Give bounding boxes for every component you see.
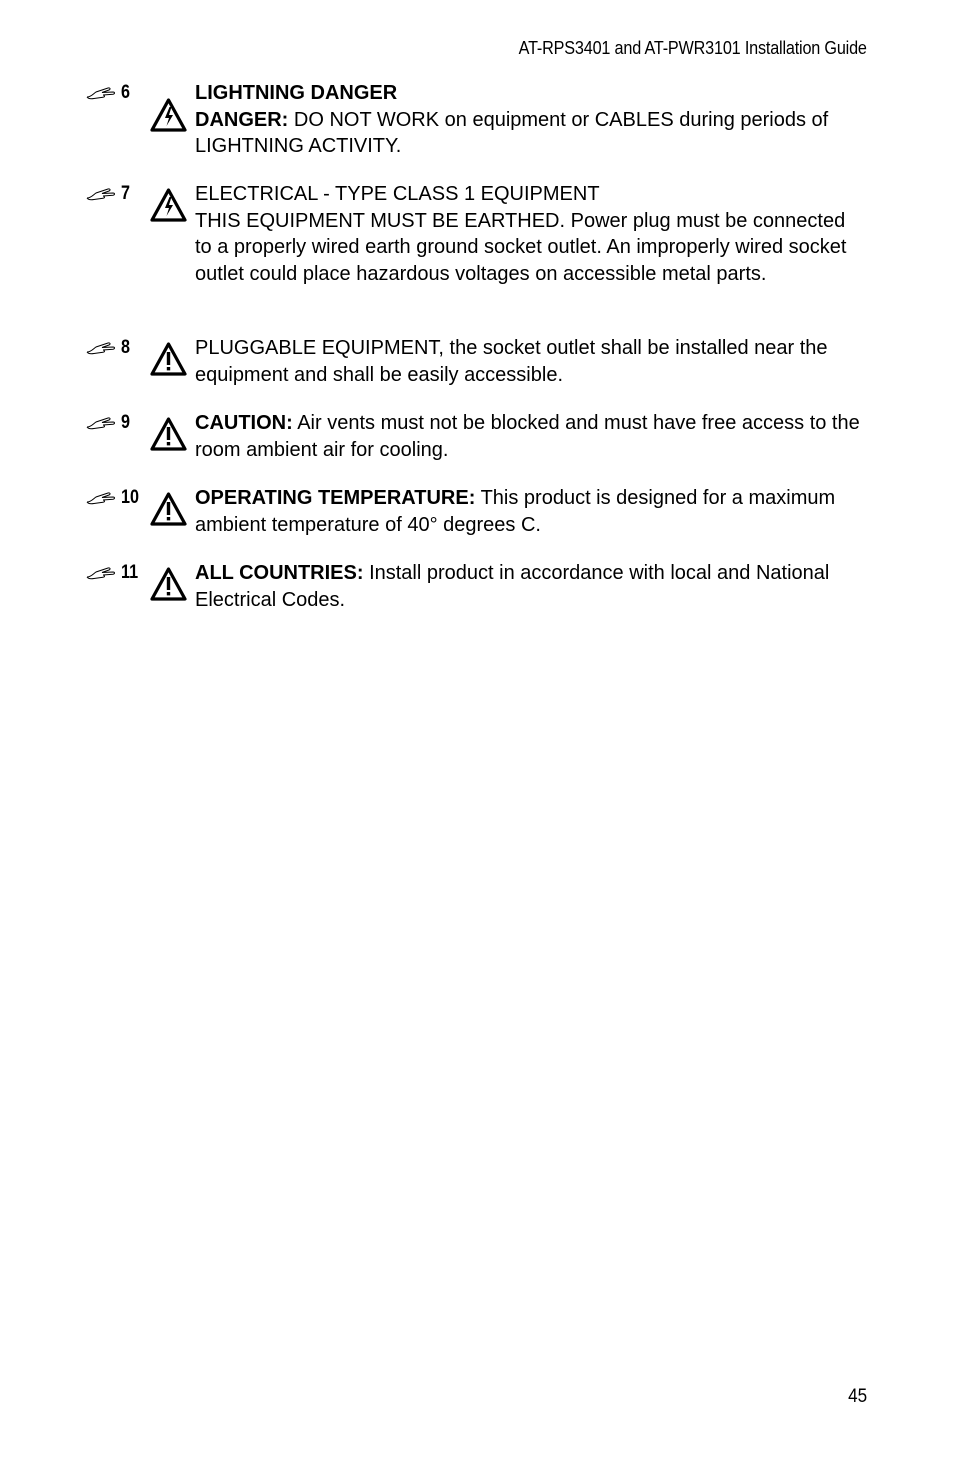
pointing-hand-icon — [86, 566, 116, 580]
pointing-hand-icon — [86, 491, 116, 505]
notice-lead: DANGER: — [195, 108, 289, 131]
caution-icon — [150, 492, 187, 526]
lightning-warning-icon — [150, 98, 187, 132]
notice-body: Air vents must not be blocked and must have free access to the room ambient air for cooling. — [195, 412, 860, 461]
lightning-warning-icon — [150, 188, 187, 222]
pointing-hand-icon — [86, 187, 116, 201]
notice-text — [195, 410, 865, 463]
notice-number: 9 — [121, 412, 130, 433]
notice-body: Install product in accordance with local and National Electrical Codes. — [195, 562, 830, 611]
notice-heading: LIGHTNING DANGER — [195, 82, 398, 104]
notice-number: 7 — [121, 183, 130, 204]
notice-body: This product is designed for a maximum ambient temperature of 40° degrees C. — [195, 487, 836, 536]
notice-text — [195, 181, 865, 288]
pointing-hand-icon — [86, 86, 116, 100]
caution-icon — [150, 567, 187, 601]
notice-marker — [86, 182, 132, 206]
notice-lead: ALL COUNTRIES: — [195, 562, 364, 584]
notice-marker — [86, 411, 132, 435]
notice-lead: CAUTION: — [195, 412, 293, 434]
notice-marker — [86, 486, 142, 510]
notice-text — [195, 335, 865, 388]
notice-heading: ELECTRICAL - TYPE CLASS 1 EQUIPMENT — [195, 183, 600, 205]
notice-lead: OPERATING TEMPERATURE: — [195, 487, 476, 509]
notice-marker — [86, 81, 132, 105]
notice-text — [195, 560, 865, 613]
notice-marker — [86, 561, 141, 585]
notice-body: PLUGGABLE EQUIPMENT, the socket outlet shall be installed near the equipment and shall be easily accessible. — [195, 337, 828, 386]
notice-number: 8 — [121, 337, 130, 358]
notice-number: 6 — [121, 82, 130, 103]
pointing-hand-icon — [86, 341, 116, 355]
page-number: 45 — [847, 1386, 867, 1407]
notice-number: 10 — [121, 487, 139, 508]
notice-body: THIS EQUIPMENT MUST BE EARTHED. Power plug must be connected to a properly wired earth ground socket outlet. An improperly wired socket outlet could place hazardous voltages on accessible metal parts. — [195, 209, 847, 286]
running-header: AT-RPS3401 and AT-PWR3101 Installation Guide — [518, 38, 867, 58]
notice-text — [195, 80, 865, 160]
caution-icon — [150, 342, 187, 376]
pointing-hand-icon — [86, 416, 116, 430]
notice-number: 11 — [121, 562, 139, 583]
notice-text — [195, 485, 865, 538]
notice-body: DO NOT WORK on equipment or CABLES during periods of LIGHTNING ACTIVITY. — [195, 108, 829, 158]
caution-icon — [150, 417, 187, 451]
notice-marker — [86, 336, 132, 360]
